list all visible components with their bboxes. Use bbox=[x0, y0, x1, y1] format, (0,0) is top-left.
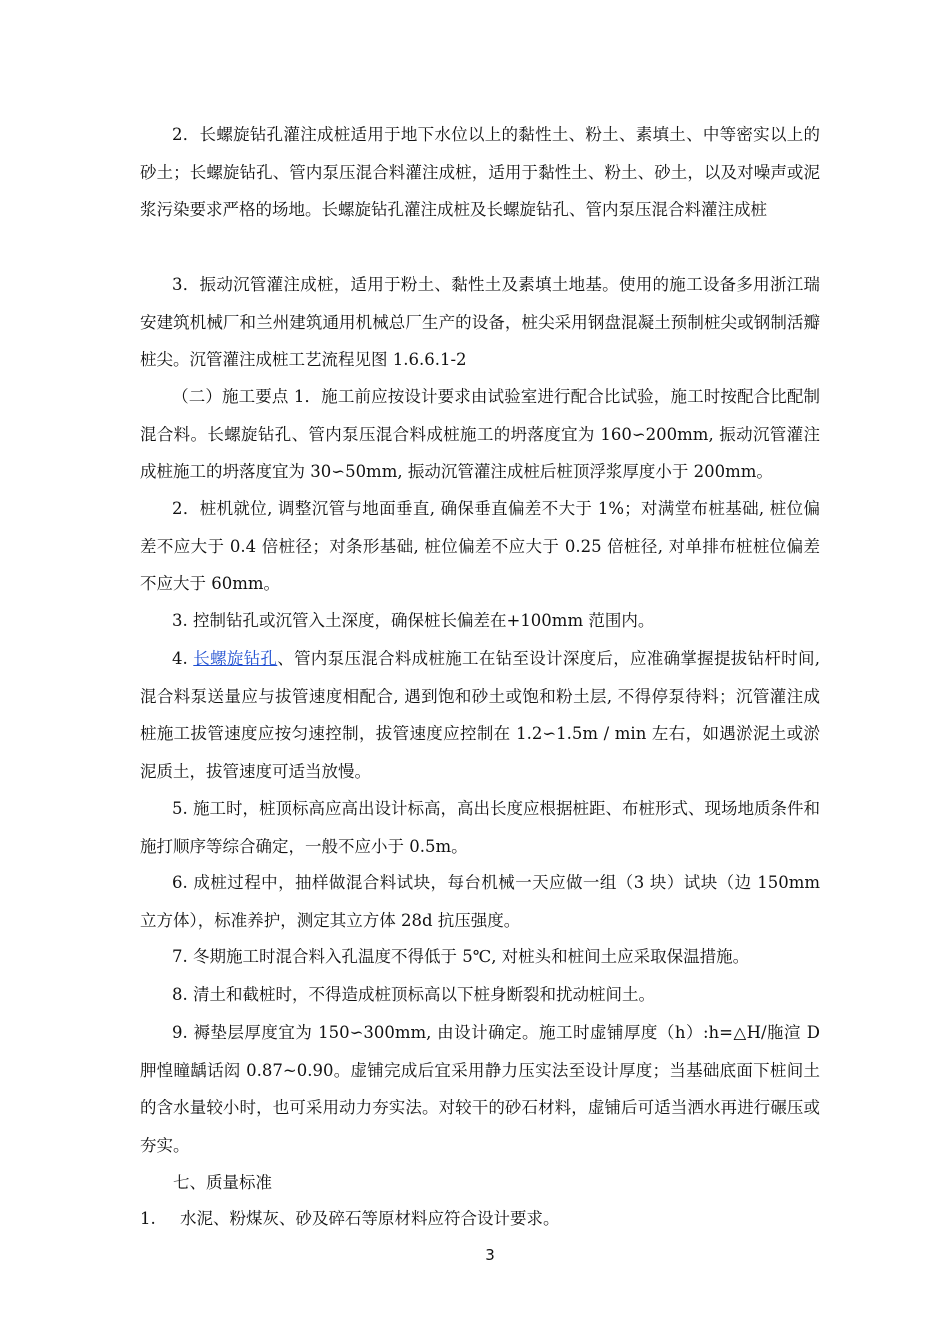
paragraph-vibro-tube bbox=[140, 266, 820, 379]
section-heading-quality-standards: 七、质量标准 bbox=[173, 1173, 272, 1192]
paragraph-applicability-long-auger bbox=[140, 116, 820, 229]
paragraph-text: 6. 成桩过程中，抽样做混合料试块，每台机械一天应做一组（3 块）试块（边 150mm 立方体），标准养护，测定其立方体 28d 抗压强度。 bbox=[140, 873, 820, 930]
paragraph-test-blocks bbox=[140, 864, 820, 939]
paragraph-winter-construction bbox=[140, 938, 820, 976]
paragraph-text: （二）施工要点 1．施工前应按设计要求由试验室进行配合比试验，施工时按配合比配制混合料。长螺旋钻孔、管内泵压混合料成桩施工的坍落度宜为 160∽200mm, 振动沉管灌注成桩施工的坍落度宜为 30∽50mm, 振动沉管灌注成桩后桩顶浮浆厚度小于 200mm。 bbox=[140, 387, 820, 481]
paragraph-construction-points bbox=[140, 378, 820, 491]
paragraph-pile-positioning bbox=[140, 490, 820, 603]
long-auger-link[interactable]: 长螺旋钻孔 bbox=[193, 649, 278, 668]
paragraph-text: 3．振动沉管灌注成桩，适用于粉土、黏性土及素填土地基。使用的施工设备多用浙江瑞安建筑机械厂和兰州建筑通用机械总厂生产的设备，桩尖采用钢盘混凝土预制桩尖或钢制活瓣桩尖。沉管灌注成桩工艺流程见图 1.6.6.1-2 bbox=[140, 275, 820, 369]
paragraph-pumping-speed bbox=[140, 640, 820, 790]
paragraph-prefix: 4. bbox=[172, 649, 194, 668]
paragraph-text: 8. 清土和截桩时，不得造成桩顶标高以下桩身断裂和扰动桩间土。 bbox=[172, 985, 655, 1004]
paragraph-text: 9. 褥垫层厚度宜为 150∽300mm, 由设计确定。施工时虚铺厚度（h）:h=△H/胣渲 D 胛惶瞳龋话闳 0.87~0.90。虚铺完成后宜采用静力压实法至设计厚度；当基础底面下桩间土的含水量较小时，也可采用动力夯实法。对较干的砂石材料，虚铺后可适当洒水再进行碾压或夯实。 bbox=[140, 1023, 820, 1155]
list-item-text: 水泥、粉煤灰、砂及碎石等原材料应符合设计要求。 bbox=[180, 1209, 560, 1228]
paragraph-pile-top-elevation bbox=[140, 790, 820, 865]
page-number: 3 bbox=[485, 1246, 495, 1264]
paragraph-depth-control bbox=[140, 602, 820, 640]
paragraph-soil-clearing bbox=[140, 976, 820, 1014]
paragraph-text: 、管内泵压混合料成桩施工在钻至设计深度后，应准确掌握提拔钻杆时间, 混合料泵送量应与拔管速度相配合, 遇到饱和砂土或饱和粉土层, 不得停泵待料；沉管灌注成桩施工拔管速度应按匀速控制，拔管速度应控制在 1.2∽1.5m / min 左右，如遇淤泥土或淤泥质土，拔管速度可适当放慢。 bbox=[140, 649, 820, 781]
paragraph-cushion-layer bbox=[140, 1014, 820, 1164]
paragraph-text: 2．桩机就位, 调整沉管与地面垂直, 确保垂直偏差不大于 1%；对满堂布桩基础, 桩位偏差不应大于 0.4 倍桩径；对条形基础, 桩位偏差不应大于 0.25 倍桩径, 对单排布桩桩位偏差不应大于 60mm。 bbox=[140, 499, 820, 593]
paragraph-text: 2．长螺旋钻孔灌注成桩适用于地下水位以上的黏性土、粉土、素填土、中等密实以上的砂土；长螺旋钻孔、管内泵压混合料灌注成桩，适用于黏性土、粉土、砂土，以及对噪声或泥浆污染要求严格的场地。长螺旋钻孔灌注成桩及长螺旋钻孔、管内泵压混合料灌注成桩 bbox=[140, 125, 820, 219]
paragraph-text: 5. 施工时，桩顶标高应高出设计标高，高出长度应根据桩距、布桩形式、现场地质条件和施打顺序等综合确定，一般不应小于 0.5m。 bbox=[140, 799, 820, 856]
list-item bbox=[140, 1200, 560, 1238]
paragraph-text: 7. 冬期施工时混合料入孔温度不得低于 5℃, 对桩头和桩间土应采取保温措施。 bbox=[172, 947, 750, 966]
paragraph-text: 3. 控制钻孔或沉管入土深度，确保桩长偏差在+100mm 范围内。 bbox=[172, 611, 655, 630]
list-item-number: 1. bbox=[140, 1209, 156, 1228]
